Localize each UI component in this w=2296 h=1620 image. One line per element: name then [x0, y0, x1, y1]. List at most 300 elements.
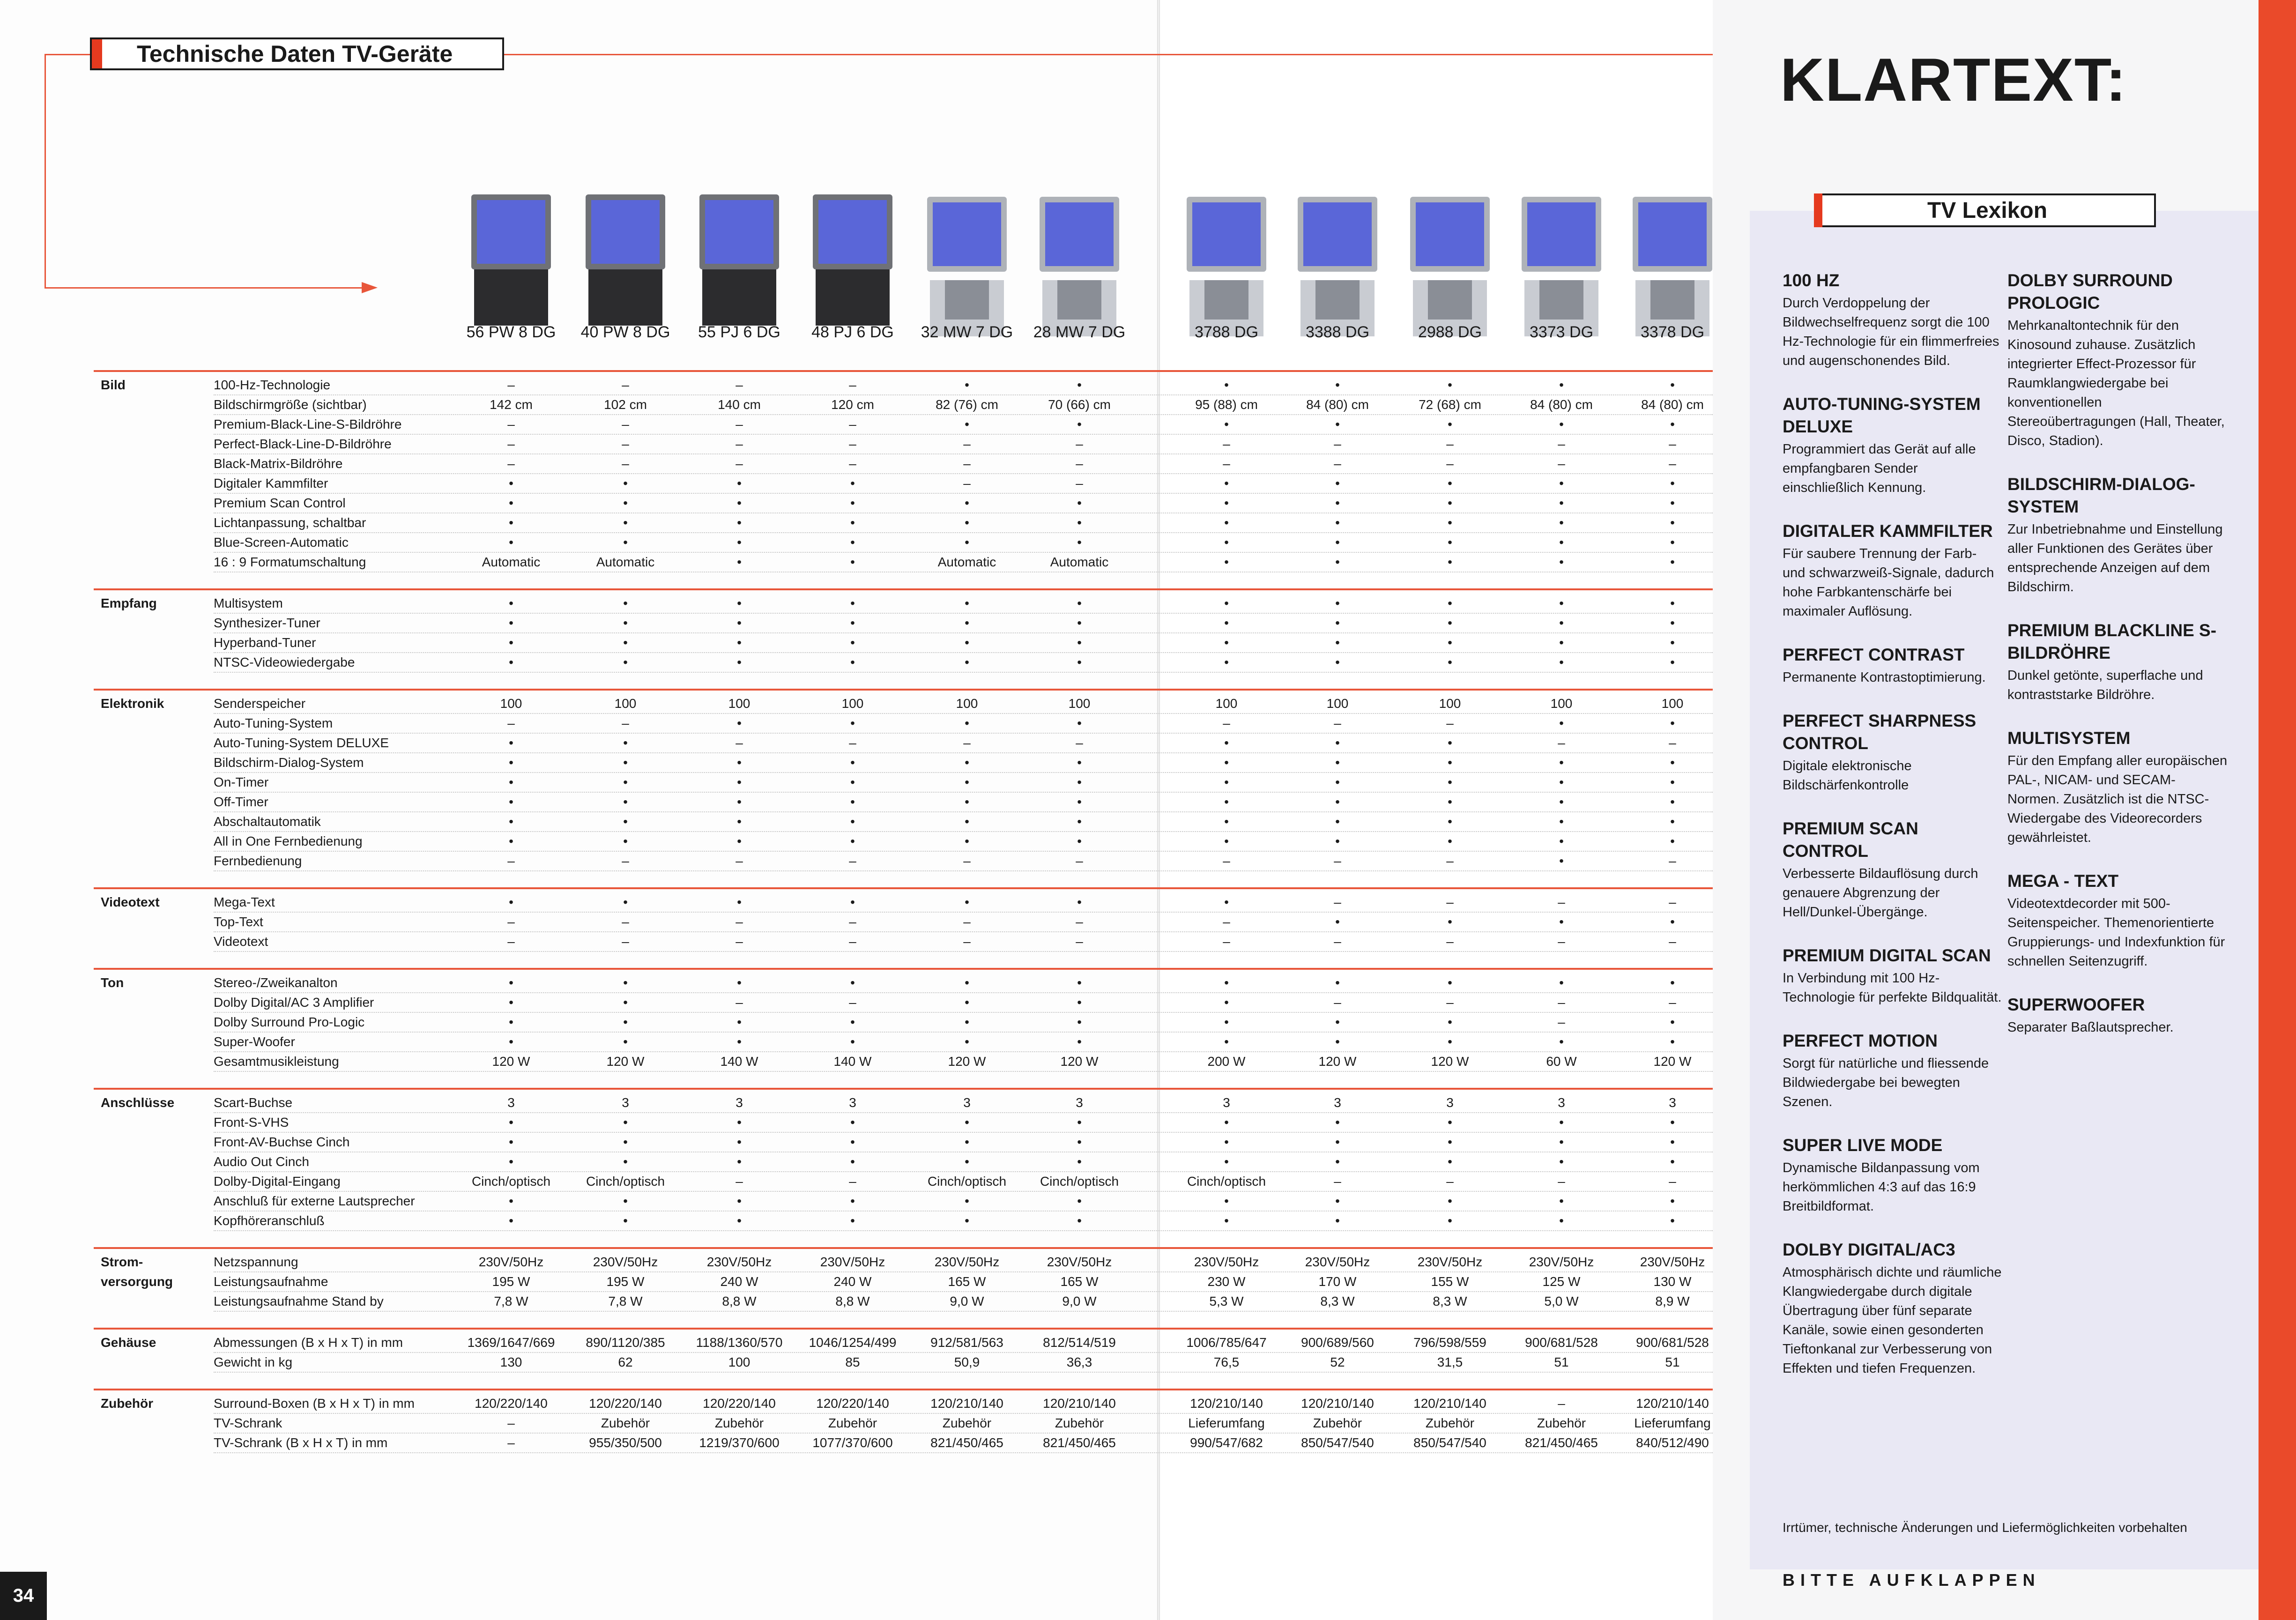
spec-label: Front-AV-Buchse Cinch: [214, 1135, 350, 1149]
spec-value: 140 W: [720, 1054, 758, 1069]
spec-value: •: [1335, 596, 1340, 610]
spec-label: 16 : 9 Formatumschaltung: [214, 555, 366, 569]
spec-value: •: [1559, 635, 1564, 650]
lexikon-entry: [1783, 520, 2003, 621]
spec-value: •: [1224, 755, 1229, 770]
spec-value: •: [1335, 1154, 1340, 1169]
spec-value: •: [509, 755, 513, 770]
spec-value: 1219/370/600: [699, 1435, 780, 1450]
spec-value: •: [1077, 795, 1082, 809]
spec-value: •: [1670, 515, 1675, 530]
spec-value: •: [1335, 616, 1340, 630]
tv-stand: [702, 269, 776, 326]
spec-value: •: [1670, 834, 1675, 848]
spec-value: •: [1335, 1034, 1340, 1049]
spec-value: •: [509, 775, 513, 789]
tv-screen: [927, 197, 1007, 272]
spec-value: •: [965, 1115, 969, 1130]
spec-value: •: [1077, 975, 1082, 990]
section-rule: [94, 1088, 1713, 1090]
spec-value: •: [1077, 1213, 1082, 1228]
lexikon-entry: [2007, 269, 2228, 451]
spec-value: 52: [1330, 1355, 1345, 1369]
spec-label: Premium Scan Control: [214, 496, 346, 510]
spec-value: •: [1077, 635, 1082, 650]
spec-value: 140 W: [833, 1054, 872, 1069]
lexikon-subtitle-box: [1819, 193, 2156, 227]
spec-value: •: [737, 476, 742, 490]
row-divider: [214, 453, 1713, 454]
spec-value: –: [1558, 934, 1565, 949]
spec-value: •: [1448, 736, 1452, 750]
spec-value: 900/689/560: [1301, 1335, 1374, 1350]
spec-value: –: [1558, 895, 1565, 909]
spec-value: •: [623, 635, 628, 650]
spec-value: 195 W: [606, 1274, 645, 1289]
spec-value: •: [965, 1135, 969, 1149]
spec-value: •: [1670, 596, 1675, 610]
spec-value: •: [965, 975, 969, 990]
spec-label: Top-Text: [214, 914, 263, 929]
lexikon-definition: Videotextdecorder mit 500-Seitenspeicher. Themenorientierte Gruppierungs- und Indexfunktion für schnellen Seitenzugriff.: [2007, 896, 2225, 969]
spec-value: •: [850, 716, 855, 730]
spec-value: –: [1076, 736, 1083, 750]
spec-value: •: [737, 716, 742, 730]
spec-value: •: [737, 496, 742, 510]
row-divider: [214, 733, 1713, 734]
model-name: 2988 DG: [1418, 323, 1482, 341]
spec-value: •: [1335, 834, 1340, 848]
spec-value: 120/210/140: [930, 1396, 1003, 1411]
spec-value: –: [1558, 1174, 1565, 1189]
spec-value: 3: [1446, 1095, 1454, 1110]
spec-value: •: [850, 635, 855, 650]
spec-value: •: [850, 1154, 855, 1169]
spec-value: 100: [728, 696, 750, 711]
spec-value: 240 W: [833, 1274, 872, 1289]
spec-value: •: [965, 755, 969, 770]
spec-value: •: [850, 535, 855, 550]
spec-value: •: [1335, 476, 1340, 490]
spec-value: •: [965, 775, 969, 789]
spec-value: •: [737, 535, 742, 550]
spec-value: •: [1077, 496, 1082, 510]
tv-image: [1187, 197, 1266, 336]
spec-value: 100: [728, 1355, 750, 1369]
spec-value: 84 (80) cm: [1530, 397, 1593, 412]
spec-value: •: [1448, 1115, 1452, 1130]
spec-value: 3: [1669, 1095, 1676, 1110]
lexikon-term: SUPER LIVE MODE: [1783, 1136, 1943, 1155]
spec-value: –: [1334, 437, 1341, 451]
spec-value: –: [1223, 437, 1230, 451]
lexikon-entry: [1783, 1134, 2003, 1216]
row-divider: [214, 1372, 1713, 1373]
page-number: 34: [0, 1572, 47, 1620]
row-divider: [214, 1433, 1713, 1434]
spec-value: •: [1448, 1213, 1452, 1228]
section-title-line2: versorgung: [101, 1274, 173, 1289]
spec-value: 120/210/140: [1043, 1396, 1116, 1411]
spec-value: •: [1448, 417, 1452, 431]
tv-image: [586, 194, 665, 326]
spec-value: 3: [963, 1095, 971, 1110]
spec-value: •: [1448, 616, 1452, 630]
spec-value: –: [849, 995, 856, 1010]
model-name: 48 PJ 6 DG: [811, 323, 894, 341]
spec-value: •: [623, 1154, 628, 1169]
spec-value: •: [1448, 515, 1452, 530]
spec-value: •: [1559, 1194, 1564, 1208]
model-name: 3388 DG: [1305, 323, 1370, 341]
spec-value: •: [1077, 775, 1082, 789]
spec-value: •: [623, 755, 628, 770]
spec-value: 100: [1661, 696, 1684, 711]
spec-value: •: [1559, 975, 1564, 990]
spec-value: •: [1559, 1034, 1564, 1049]
spec-value: –: [1334, 1174, 1341, 1189]
spec-value: –: [736, 934, 743, 949]
spec-value: 230V/50Hz: [1047, 1255, 1112, 1269]
spec-value: •: [1335, 814, 1340, 829]
spec-value: •: [623, 1115, 628, 1130]
spec-value: •: [1335, 378, 1340, 392]
spec-value: 100: [1215, 696, 1238, 711]
spec-value: 165 W: [1060, 1274, 1099, 1289]
spec-value: •: [623, 515, 628, 530]
spec-value: •: [1224, 635, 1229, 650]
spec-value: –: [507, 934, 515, 949]
spec-value: •: [850, 1015, 855, 1029]
spec-value: –: [736, 378, 743, 392]
spec-value: •: [1335, 535, 1340, 550]
row-divider: [214, 713, 1713, 714]
spec-value: –: [622, 456, 629, 471]
spec-value: 912/581/563: [930, 1335, 1003, 1350]
lexikon-term: PERFECT CONTRAST: [1783, 645, 1965, 664]
lexikon-definition: In Verbindung mit 100 Hz-Technologie für perfekte Bildqualität.: [1783, 971, 2002, 1005]
spec-value: –: [736, 736, 743, 750]
spec-value: •: [1224, 1194, 1229, 1208]
spec-value: •: [623, 736, 628, 750]
spec-value: 230V/50Hz: [706, 1255, 772, 1269]
spec-value: Cinch/optisch: [471, 1174, 551, 1189]
spec-value: •: [509, 596, 513, 610]
spec-value: •: [1559, 854, 1564, 868]
lexikon-definition: Separater Baßlautsprecher.: [2007, 1020, 2174, 1035]
lexikon-definition: Verbesserte Bildauflösung durch genauere Abgrenzung der Hell/Dunkel-Übergänge.: [1783, 866, 1978, 920]
spec-value: •: [1077, 1115, 1082, 1130]
spec-value: •: [1077, 1154, 1082, 1169]
spec-value: •: [1559, 1115, 1564, 1130]
spec-value: 230V/50Hz: [1417, 1255, 1483, 1269]
spec-value: •: [850, 814, 855, 829]
spec-value: 100: [841, 696, 864, 711]
spec-value: •: [1670, 635, 1675, 650]
spec-value: •: [623, 1015, 628, 1029]
row-divider: [214, 434, 1713, 435]
spec-value: 900/681/528: [1525, 1335, 1598, 1350]
tv-screen: [1187, 197, 1266, 272]
spec-value: •: [1670, 378, 1675, 392]
spec-value: •: [1335, 496, 1340, 510]
spec-value: •: [509, 655, 513, 669]
section-title: Ton: [101, 975, 124, 990]
spec-value: •: [1335, 555, 1340, 569]
spec-value: •: [1224, 975, 1229, 990]
spec-value: 821/450/465: [1525, 1435, 1598, 1450]
spec-value: –: [1669, 437, 1676, 451]
spec-value: •: [965, 417, 969, 431]
spec-value: 31,5: [1437, 1355, 1463, 1369]
spec-value: •: [1670, 814, 1675, 829]
spec-value: Cinch/optisch: [1040, 1174, 1119, 1189]
spec-value: –: [1669, 736, 1676, 750]
spec-value: –: [1446, 934, 1454, 949]
spec-value: •: [1448, 1034, 1452, 1049]
row-divider: [214, 613, 1713, 614]
tv-image: [1410, 197, 1490, 336]
spec-value: •: [850, 596, 855, 610]
spec-value: 850/547/540: [1301, 1435, 1374, 1450]
spec-value: 120 W: [1653, 1054, 1692, 1069]
spec-value: –: [622, 417, 629, 431]
lexikon-accent: [1814, 193, 1822, 227]
spec-value: •: [1559, 535, 1564, 550]
spec-value: •: [1670, 795, 1675, 809]
spec-value: •: [623, 616, 628, 630]
spec-value: •: [623, 1034, 628, 1049]
spec-value: •: [965, 834, 969, 848]
spec-value: 125 W: [1542, 1274, 1581, 1289]
lexikon-definition: Sorgt für natürliche und fliessende Bildwiedergabe bei bewegten Szenen.: [1783, 1056, 1989, 1109]
spec-value: –: [507, 854, 515, 868]
spec-value: 70 (66) cm: [1048, 397, 1111, 412]
spec-value: –: [507, 378, 515, 392]
spec-value: •: [509, 834, 513, 848]
spec-value: •: [965, 795, 969, 809]
spec-label: Hyperband-Tuner: [214, 635, 316, 650]
spec-value: 3: [1223, 1095, 1230, 1110]
spec-value: 120 W: [948, 1054, 986, 1069]
spec-value: •: [1559, 417, 1564, 431]
tv-screen: [1410, 197, 1490, 272]
model-name: 40 PW 8 DG: [580, 323, 670, 341]
spec-label: Abmessungen (B x H x T) in mm: [214, 1335, 403, 1350]
disclaimer: Irrtümer, technische Änderungen und Liefermöglichkeiten vorbehalten: [1783, 1520, 2187, 1535]
row-divider: [214, 811, 1713, 812]
spec-value: •: [1559, 378, 1564, 392]
spec-value: •: [1559, 476, 1564, 490]
spec-value: •: [1670, 535, 1675, 550]
spec-value: –: [963, 914, 971, 929]
spec-label: Front-S-VHS: [214, 1115, 289, 1130]
spec-value: Cinch/optisch: [1187, 1174, 1266, 1189]
spec-value: 821/450/465: [1043, 1435, 1116, 1450]
spec-value: 7,8 W: [608, 1294, 643, 1308]
spec-value: –: [622, 854, 629, 868]
lexikon-term: PREMIUM DIGITAL SCAN: [1783, 946, 1991, 965]
spec-value: 130: [500, 1355, 522, 1369]
spec-value: –: [1076, 914, 1083, 929]
spec-value: 85: [845, 1355, 860, 1369]
spec-value: •: [1559, 655, 1564, 669]
spec-value: –: [1223, 716, 1230, 730]
spec-value: –: [1334, 895, 1341, 909]
spec-value: 821/450/465: [930, 1435, 1003, 1450]
spec-value: –: [1223, 934, 1230, 949]
spec-value: 1188/1360/570: [696, 1335, 783, 1350]
spec-value: –: [1446, 895, 1454, 909]
spec-value: •: [737, 1213, 742, 1228]
header-rule: [504, 54, 1713, 55]
spec-value: •: [1224, 895, 1229, 909]
spec-value: –: [1558, 1396, 1565, 1411]
lexikon-entry: [2007, 473, 2228, 597]
lexikon-title: KLARTEXT:: [1780, 45, 2127, 114]
spec-value: •: [737, 555, 742, 569]
spec-value: –: [1334, 854, 1341, 868]
spec-value: •: [509, 1115, 513, 1130]
lexikon-term: PREMIUM BLACKLINE S-BILDRÖHRE: [2007, 621, 2217, 662]
spec-value: •: [1224, 476, 1229, 490]
spec-value: •: [509, 1034, 513, 1049]
spec-value: 840/512/490: [1636, 1435, 1709, 1450]
spec-value: •: [1077, 814, 1082, 829]
row-divider: [214, 632, 1713, 633]
spec-value: 3: [507, 1095, 515, 1110]
spec-value: •: [1559, 834, 1564, 848]
lexikon-term: MEGA - TEXT: [2007, 871, 2119, 891]
spec-label: TV-Schrank: [214, 1416, 282, 1430]
spec-value: •: [509, 1194, 513, 1208]
spec-value: •: [1224, 814, 1229, 829]
spec-value: Zubehör: [601, 1416, 650, 1430]
model-name: 3788 DG: [1194, 323, 1259, 341]
section-title: Elektronik: [101, 696, 164, 711]
model-name: 28 MW 7 DG: [1033, 323, 1126, 341]
spec-value: •: [965, 496, 969, 510]
spec-label: Surround-Boxen (B x H x T) in mm: [214, 1396, 415, 1411]
model-name: 56 PW 8 DG: [466, 323, 556, 341]
lexikon-entry: [1783, 817, 2003, 922]
tv-screen: [471, 194, 551, 269]
spec-value: •: [965, 596, 969, 610]
spec-value: •: [737, 515, 742, 530]
spec-value: •: [623, 1135, 628, 1149]
spec-value: •: [1448, 795, 1452, 809]
spec-value: •: [965, 716, 969, 730]
spec-label: Auto-Tuning-System DELUXE: [214, 736, 389, 750]
spec-label: Kopfhöreranschluß: [214, 1213, 325, 1228]
spec-value: •: [850, 515, 855, 530]
spec-value: 120/210/140: [1636, 1396, 1709, 1411]
spec-value: 990/547/682: [1190, 1435, 1263, 1450]
spec-value: •: [509, 496, 513, 510]
row-divider: [214, 912, 1713, 913]
section-rule: [94, 1247, 1713, 1249]
spec-value: •: [1670, 496, 1675, 510]
spec-value: –: [1223, 456, 1230, 471]
tv-image: [471, 194, 551, 326]
spec-value: •: [1077, 716, 1082, 730]
tv-image: [699, 194, 779, 326]
spec-value: 130 W: [1653, 1274, 1692, 1289]
spec-value: 100: [956, 696, 978, 711]
spec-value: •: [850, 1194, 855, 1208]
spec-value: •: [1077, 515, 1082, 530]
spec-value: 170 W: [1318, 1274, 1357, 1289]
lexikon-entry: [2007, 994, 2228, 1037]
spec-value: •: [1559, 616, 1564, 630]
lexikon-entry: [1783, 1239, 2003, 1378]
spec-value: –: [1223, 854, 1230, 868]
tv-stand: [816, 269, 890, 326]
spec-value: •: [850, 496, 855, 510]
spec-value: •: [623, 1194, 628, 1208]
lexikon-definition: Programmiert das Gerät auf alle empfangbaren Sender einschließlich Kennung.: [1783, 442, 1976, 495]
spec-label: Digitaler Kammfilter: [214, 476, 328, 490]
spec-label: Dolby-Digital-Eingang: [214, 1174, 341, 1189]
row-divider: [214, 1032, 1713, 1033]
lexikon-entry: [2007, 727, 2228, 847]
spec-value: •: [509, 795, 513, 809]
section-rule: [94, 1328, 1713, 1330]
section-rule: [94, 968, 1713, 970]
spec-value: 3: [1558, 1095, 1565, 1110]
spec-label: Senderspeicher: [214, 696, 306, 711]
section-header: [90, 37, 504, 70]
spec-value: 76,5: [1213, 1355, 1240, 1369]
spec-value: –: [963, 456, 971, 471]
spec-value: •: [1670, 1034, 1675, 1049]
spec-value: 100: [1068, 696, 1091, 711]
spec-value: •: [737, 1015, 742, 1029]
spec-value: •: [850, 755, 855, 770]
spec-value: 120/220/140: [589, 1396, 662, 1411]
spec-value: 8,8 W: [722, 1294, 757, 1308]
section-title: Strom-: [101, 1255, 143, 1269]
spec-value: –: [507, 1416, 515, 1430]
spec-value: •: [965, 616, 969, 630]
spec-value: •: [850, 1115, 855, 1130]
spec-value: 5,3 W: [1209, 1294, 1244, 1308]
lexikon-entry: [1783, 1030, 2003, 1112]
spec-value: 100: [500, 696, 522, 711]
spec-value: –: [1076, 934, 1083, 949]
spec-label: TV-Schrank (B x H x T) in mm: [214, 1435, 388, 1450]
spec-value: •: [965, 814, 969, 829]
row-divider: [214, 1230, 1713, 1231]
spec-value: –: [1334, 934, 1341, 949]
spec-value: •: [1335, 417, 1340, 431]
spec-value: •: [1559, 555, 1564, 569]
spec-value: –: [507, 437, 515, 451]
spec-value: –: [963, 437, 971, 451]
spec-value: •: [1224, 1154, 1229, 1169]
spec-value: –: [849, 437, 856, 451]
spec-value: –: [963, 854, 971, 868]
spec-value: •: [1335, 1194, 1340, 1208]
spec-value: 100: [1326, 696, 1349, 711]
row-divider: [214, 831, 1713, 832]
spec-value: 230V/50Hz: [1194, 1255, 1259, 1269]
spec-value: 100: [614, 696, 637, 711]
row-divider: [214, 672, 1713, 673]
spec-value: 120 W: [492, 1054, 530, 1069]
spec-value: 51: [1665, 1355, 1680, 1369]
spec-label: Synthesizer-Tuner: [214, 616, 320, 630]
